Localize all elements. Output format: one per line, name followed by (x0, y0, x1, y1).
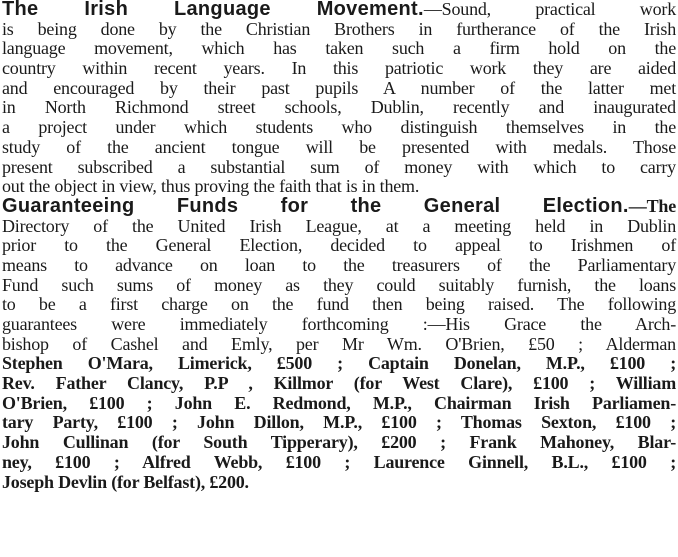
article-first-line (2, 0, 676, 20)
article-text-line: to be a first charge on the fund then being raised. The following (2, 294, 676, 315)
article-text-line: country within recent years. In this patriotic work they are aided (2, 58, 676, 79)
article-text-line: a project under which students who distinguish themselves in the (2, 117, 676, 138)
article-irish-language-movement (2, 0, 676, 197)
article-text-line: out the object in view, thus proving the faith that is in them. (2, 176, 420, 197)
article-text-line: John Cullinan (for South Tipperary), £200 ; Frank Mahoney, Blar- (2, 432, 676, 453)
article-text-line: tary Party, £100 ; John Dillon, M.P., £100 ; Thomas Sexton, £100 ; (2, 412, 676, 433)
article-text-line: language movement, which has taken such a firm hold on the (2, 38, 676, 59)
article-text-line: is being done by the Christian Brothers in furtherance of the Irish (2, 18, 676, 39)
article-text-line: present subscribed a substantial sum of money with which to carry (2, 156, 676, 177)
article-text-line: O'Brien, £100 ; John E. Redmond, M.P., Chairman Irish Parliamen- (2, 392, 676, 413)
article-text-line: and encouraged by their past pupils A number of the latter met (2, 77, 676, 98)
article-text-line: —The (628, 195, 676, 216)
news-column (2, 0, 676, 492)
article-text-line: bishop of Cashel and Emly, per Mr Wm. O'Brien, £50 ; Alderman (2, 333, 676, 354)
article-text-line: ney, £100 ; Alfred Webb, £100 ; Laurence Ginnell, B.L., £100 ; (2, 451, 676, 472)
article-text-line: study of the ancient tongue will be presented with medals. Those (2, 136, 676, 157)
article-text-line: —Sound, practical work (423, 0, 676, 19)
article-text-line: Rev. Father Clancy, P.P , Killmor (for West Clare), £100 ; William (2, 373, 676, 394)
article-text-line: Joseph Devlin (for Belfast), £200. (2, 471, 249, 492)
article-text-line: in North Richmond street schools, Dublin, recently and inaugurated (2, 97, 676, 118)
article-heading: Guaranteeing Funds for the General Election. (2, 194, 629, 217)
article-first-line (2, 194, 676, 217)
article-heading: The Irish Language Movement. (2, 0, 424, 20)
article-text-line: guarantees were immediately forthcoming :—His Grace the Arch- (2, 314, 676, 334)
article-text-line: prior to the General Election, decided to appeal to Irishmen of (2, 235, 676, 256)
article-text-line: Stephen O'Mara, Limerick, £500 ; Captain Donelan, M.P., £100 ; (2, 353, 676, 374)
article-text-line: Fund such sums of money as they could suitably furnish, the loans (2, 274, 676, 295)
article-text-line: Directory of the United Irish League, at a meeting held in Dublin (2, 215, 676, 236)
article-text-line: means to advance on loan to the treasurers of the Parliamentary (2, 254, 676, 275)
article-guaranteeing-funds (2, 194, 676, 492)
